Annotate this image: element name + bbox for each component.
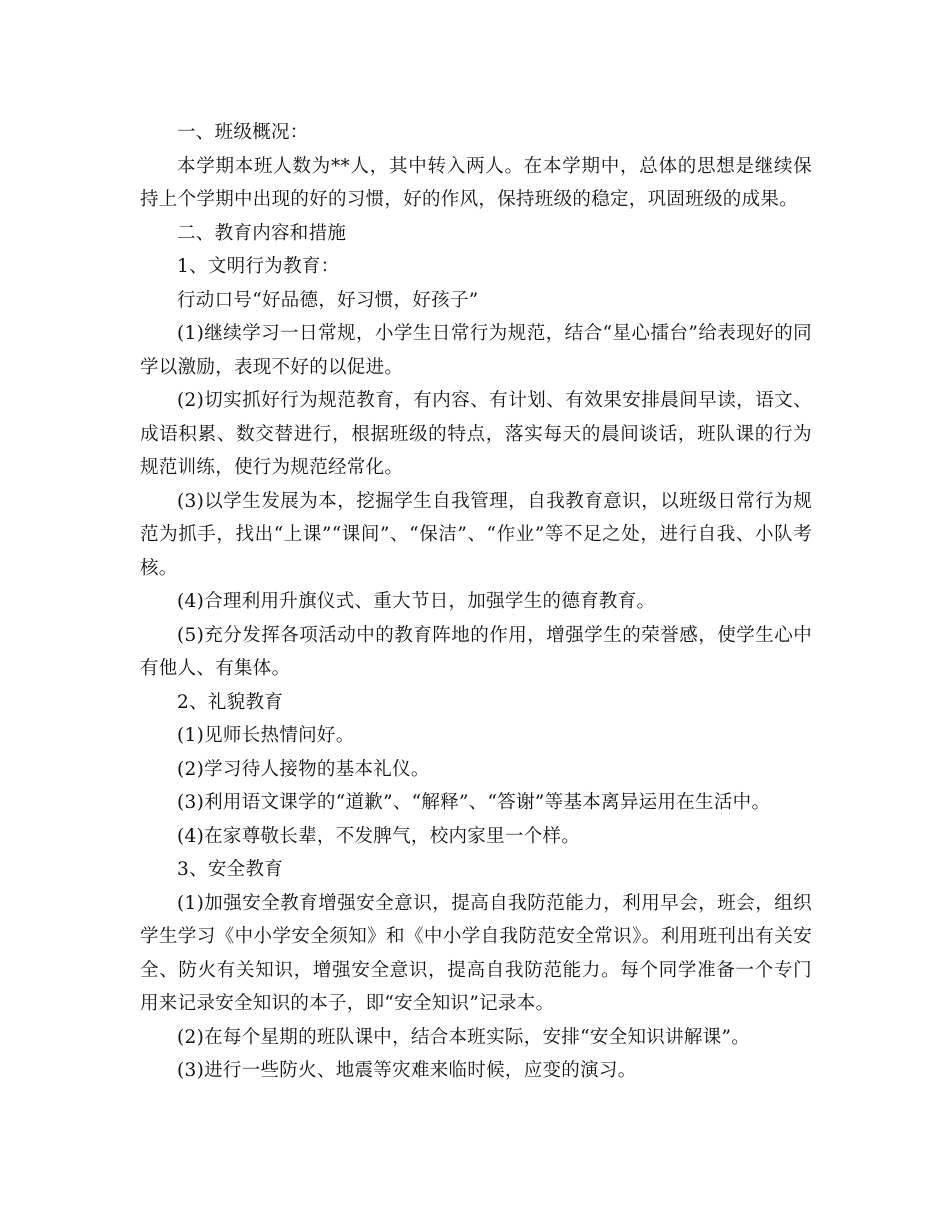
list-item-behavior-4: (4)合理利用升旗仪式、重大节日，加强学生的德育教育。 xyxy=(177,591,656,612)
list-item-safety-2: (2)在每个星期的班队课中，结合本班实际，安排“安全知识讲解课”。 xyxy=(177,1026,751,1048)
list-item-courtesy-3: (3)利用语文课学的“道歉”、“解释”、“答谢”等基本离异运用在生活中。 xyxy=(177,792,771,813)
list-item-safety-1: (1)加强安全教育增强安全意识，提高自我防范能力，利用早会，班会，组织学生学习《中小学安全须知》和《中小学自我防范安全常识》。利用班刊出有关安全、防火有关知识，增强安全意识，提高自我防范能力。每个同学准备一个专门用来记录安全知识的本子，即“安全知识”记录本。 xyxy=(140,892,812,1014)
list-item-safety-3: (3)进行一些防火、地震等灾难来临时候，应变的演习。 xyxy=(177,1060,637,1081)
list-item-courtesy-2: (2)学习待人接物的基本礼仪。 xyxy=(177,758,430,780)
list-item-behavior-5: (5)充分发挥各项活动中的教育阵地的作用，增强学生的荣誉感，使学生心中有他人、有集体。 xyxy=(140,624,812,679)
list-item-behavior-3: (3)以学生发展为本，挖掘学生自我管理，自我教育意识，以班级日常行为规范为抓手，找出“上课”“课间”、“保洁”、“作业”等不足之处，进行自我、小队考核。 xyxy=(140,490,812,579)
paragraph-slogan: 行动口号“好品德，好习惯，好孩子” xyxy=(177,289,479,311)
subheading-safety: 3、安全教育 xyxy=(177,859,284,880)
subheading-courtesy: 2、礼貌教育 xyxy=(177,691,284,713)
section-heading-education-measures: 二、教育内容和措施 xyxy=(177,222,347,244)
list-item-behavior-2: (2)切实抓好行为规范教育，有内容、有计划、有效果安排晨间早读，语文、成语积累、数交替进行，根据班级的特点，落实每天的晨间谈话，班队课的行为规范训练，使行为规范经常化。 xyxy=(140,390,812,478)
list-item-behavior-1: (1)继续学习一日常规，小学生日常行为规范，结合“星心擂台”给表现好的同学以激励，表现不好的以促进。 xyxy=(140,323,812,378)
subheading-civilized-behavior: 1、文明行为教育： xyxy=(177,256,340,277)
list-item-courtesy-4: (4)在家尊敬长辈，不发脾气，校内家里一个样。 xyxy=(177,825,581,847)
section-heading-class-overview: 一、班级概况： xyxy=(177,122,309,143)
list-item-courtesy-1: (1)见师长热情问好。 xyxy=(177,725,355,746)
paragraph-class-overview: 本学期本班人数为**人，其中转入两人。在本学期中，总体的思想是继续保持上个学期中出现的好的习惯，好的作风，保持班级的稳定，巩固班级的成果。 xyxy=(140,155,812,210)
document-body xyxy=(140,116,812,1088)
